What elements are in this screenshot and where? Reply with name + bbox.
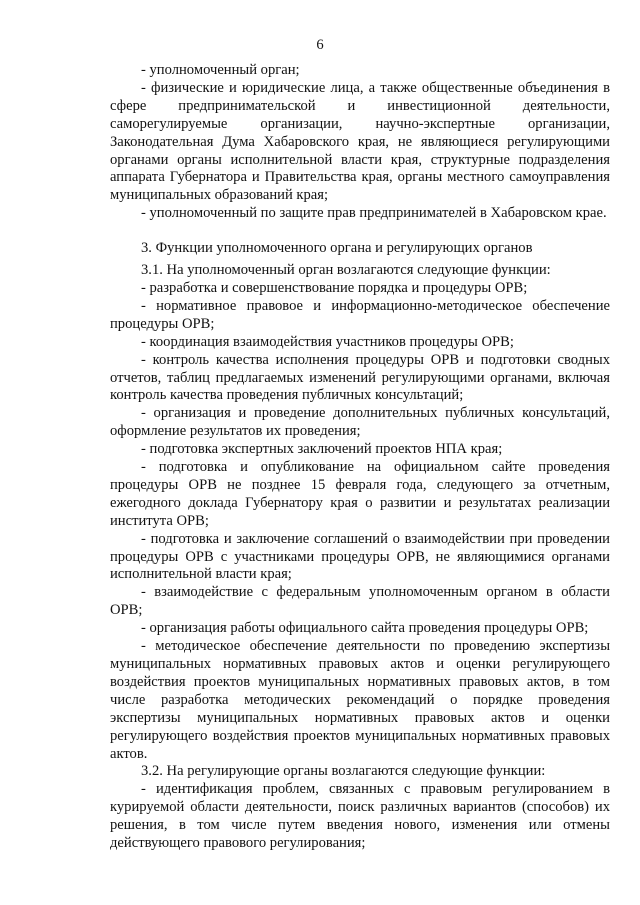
list-item-authorized-body: - уполномоченный орган; bbox=[141, 62, 300, 78]
list-item-problem-identification: - идентификация проблем, связанных с правовым регулированием в курируемой области деятельности, поиск различных вариантов (способов) их решения, в том числе путем введения нового, изменения или отмены действующего правового регулирования; bbox=[110, 781, 610, 852]
list-item-development: - разработка и совершенствование порядка и процедуры ОРВ; bbox=[141, 279, 528, 296]
list-item-agreements: - подготовка и заключение соглашений о взаимодействии при проведении процедуры ОРВ с участниками процедуры ОРВ, не являющимися органами исполнительной власти края; bbox=[110, 530, 610, 583]
subsection-3-1: 3.1. На уполномоченный орган возлагаются следующие функции: bbox=[141, 262, 551, 279]
document-body bbox=[110, 62, 610, 853]
list-item-coordination: - координация взаимодействия участников процедуры ОРВ; bbox=[141, 333, 514, 350]
list-item-quality-control: - контроль качества исполнения процедуры ОРВ и подготовки сводных отчетов, таблиц предлагаемых изменений регулирующими органами, включая контроль качества проведения публичных консультаций; bbox=[110, 351, 610, 404]
list-item-consultations: - организация и проведение дополнительных публичных консультаций, оформление результатов их проведения; bbox=[110, 405, 610, 440]
subsection-3-2: 3.2. На регулирующие органы возлагаются следующие функции: bbox=[141, 763, 546, 780]
list-item-stakeholders: - физические и юридические лица, а также общественные объединения в сфере предпринимательской и инвестиционной деятельности, саморегулируемые организации, научно-экспертные организации, Законодательная Дума Хабаровского края, не являющиеся регулирующими органами органы исполнительной власти края, структурные подразделения аппарата Губернатора и Правительства края, органы местного самоуправления муниципальных образований края; bbox=[110, 79, 610, 204]
list-item-expert-conclusions: - подготовка экспертных заключений проектов НПА края; bbox=[141, 441, 503, 458]
page-number: 6 bbox=[316, 37, 324, 53]
list-item-methodical-support: - методическое обеспечение деятельности по проведению экспертизы муниципальных нормативных правовых актов и оценки регулирующего воздействия проектов муниципальных нормативных правовых актов, в том числе разработка методических рекомендаций о порядке проведения экспертизы муниципальных нормативных правовых актов и оценки регулирующего воздействия проектов муниципальных нормативных правовых актов. bbox=[110, 638, 610, 762]
list-item-federal-interaction: - взаимодействие с федеральным уполномоченным органом в области ОРВ; bbox=[110, 584, 610, 619]
list-item-website: - организация работы официального сайта проведения процедуры ОРВ; bbox=[141, 620, 589, 637]
list-item-ombudsman: - уполномоченный по защите прав предпринимателей в Хабаровском крае. bbox=[141, 205, 607, 222]
list-item-normative-support: - нормативное правовое и информационно-методическое обеспечение процедуры ОРВ; bbox=[110, 297, 610, 332]
list-item-annual-report: - подготовка и опубликование на официальном сайте проведения процедуры ОРВ не позднее 15 февраля года, следующего за отчетным, ежегодного доклада Губернатору края о развитии и результатах реализации института ОРВ; bbox=[110, 459, 610, 529]
section-heading-3: 3. Функции уполномоченного органа и регулирующих органов bbox=[141, 240, 533, 257]
